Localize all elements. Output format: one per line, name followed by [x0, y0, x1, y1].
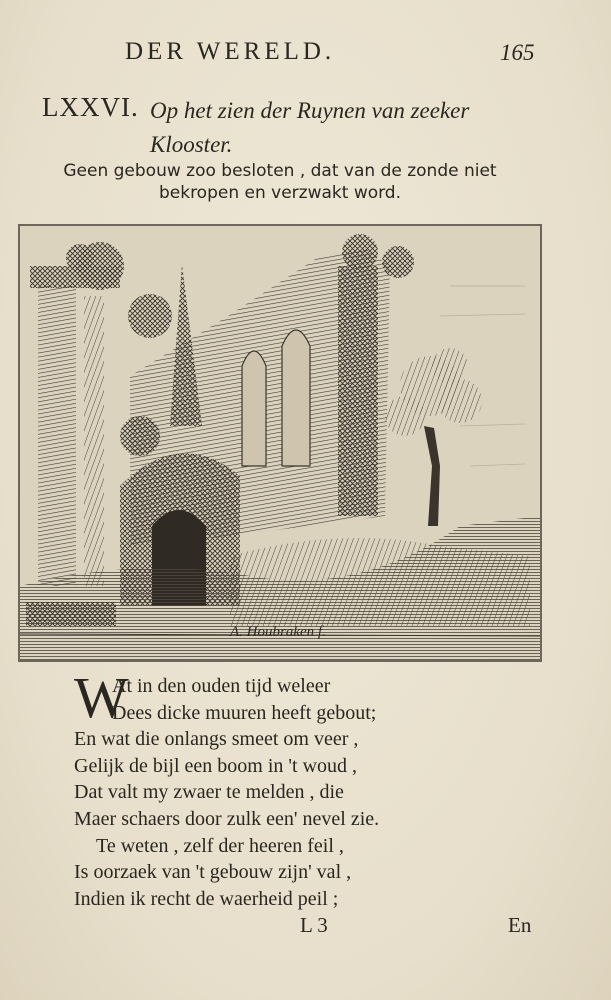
- left-column: [38, 286, 76, 586]
- engraver-signature: A. Houbraken f.: [230, 624, 326, 640]
- verse-line: Indien ik recht de waerheid peil ;: [74, 887, 339, 910]
- running-title: DER WERELD.: [125, 38, 336, 65]
- poem-number: LXXVI.: [42, 92, 139, 122]
- catchword: En: [508, 913, 532, 937]
- poem-title-line-1: Op het zien der Ruynen van zeeker: [150, 98, 470, 123]
- motto-line-1: Geen gebouw zoo besloten , dat van de zonde niet: [63, 161, 497, 181]
- drop-cap: W: [74, 665, 129, 730]
- verse-line: Maer schaers door zulk een' nevel zie.: [74, 807, 380, 830]
- motto-line-2: bekropen en verzwakt word.: [158, 183, 402, 203]
- motto: [40, 160, 520, 204]
- running-head: [0, 38, 611, 68]
- verse-line: Gelijk de bijl een boom in 't woud ,: [74, 754, 358, 777]
- poem-body: [74, 665, 504, 912]
- verse-line: En wat die onlangs smeet om veer ,: [74, 728, 359, 751]
- engraving-illustration: [18, 224, 542, 662]
- poem-title: [150, 94, 570, 162]
- page-number: 165: [500, 40, 535, 65]
- verse-line: Dat valt my zwaer te melden , die: [74, 781, 344, 804]
- ruins-etching: [20, 226, 540, 660]
- verse-line: At in den ouden tijd weleer: [112, 675, 331, 697]
- verse-line: Dees dicke muuren heeft gebout;: [112, 701, 377, 724]
- poem-title-line-2: Klooster.: [150, 132, 233, 157]
- verse-line: Is oorzaek van 't gebouw zijn' val ,: [74, 861, 352, 884]
- signature-mark: L 3: [300, 913, 328, 937]
- verse-line: Te weten , zelf der heeren feil ,: [96, 834, 344, 857]
